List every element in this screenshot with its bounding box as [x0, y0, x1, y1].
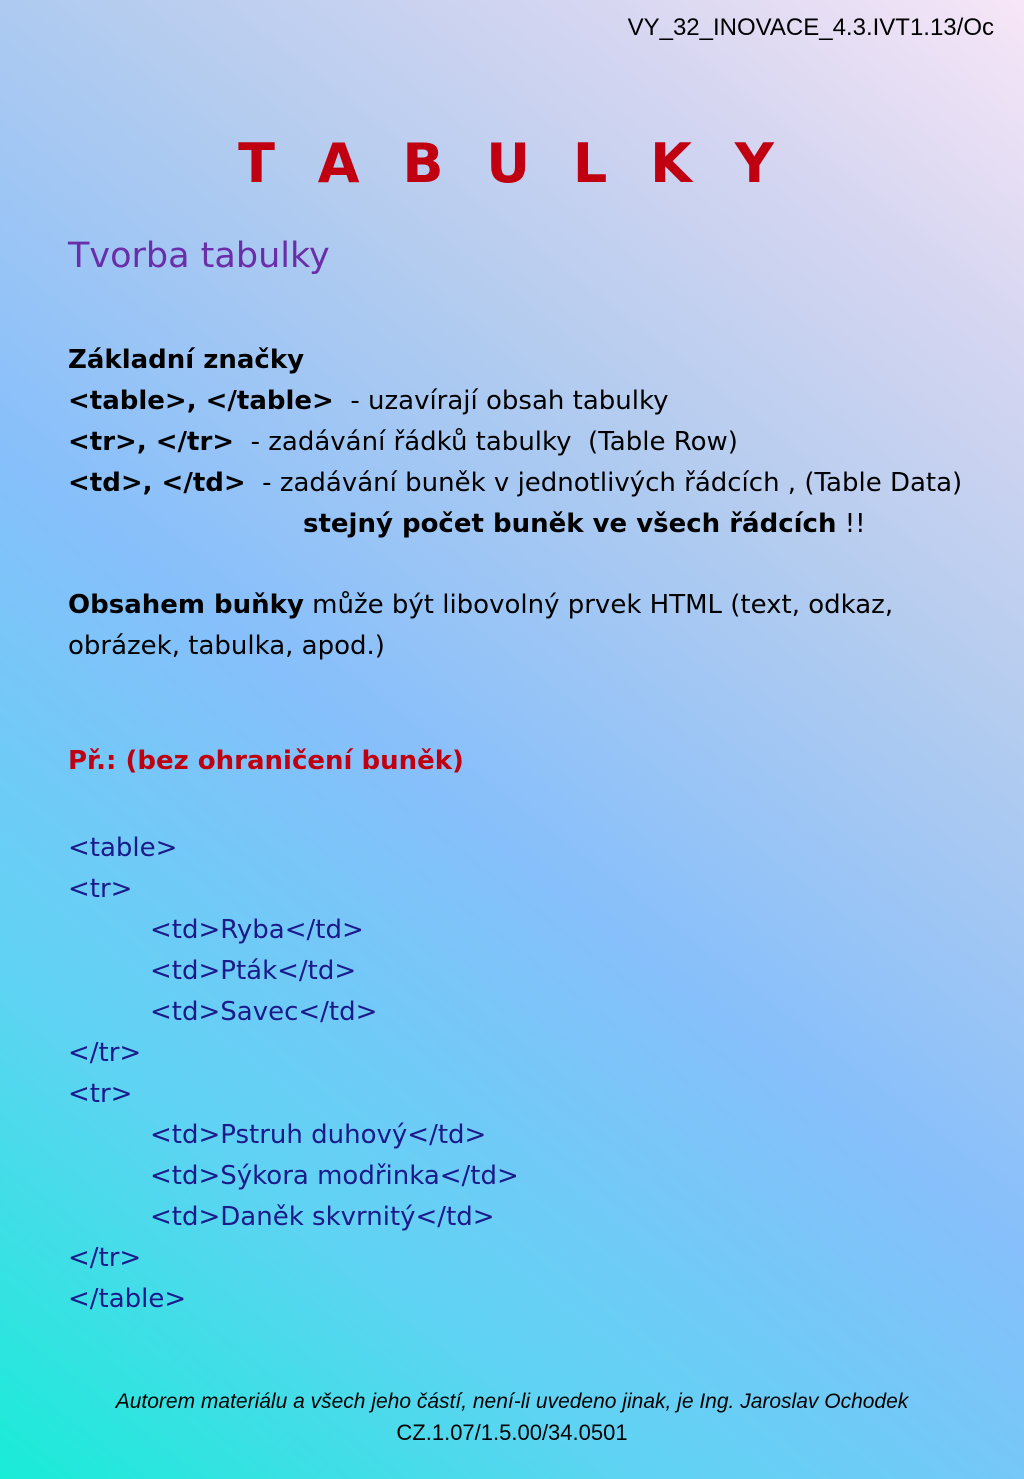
code-line: <td>Savec</td>	[150, 997, 378, 1027]
code-line: </tr>	[68, 1243, 142, 1273]
code-line: </table>	[68, 1284, 187, 1314]
example-label: Př.: (bez ohraničení buněk)	[68, 746, 464, 776]
code-line: <td>Ryba</td>	[150, 915, 364, 945]
page-title: T A B U L K Y	[238, 132, 786, 195]
document-code: VY_32_INOVACE_4.3.IVT1.13/Oc	[627, 14, 994, 41]
same-cell-count-note: stejný počet buněk ve všech řádcích !!	[303, 509, 866, 539]
code-line: <table>	[68, 833, 178, 863]
cell-content-paragraph: Obsahem buňky může být libovolný prvek HTML (text, odkaz, obrázek, tabulka, apod.)	[68, 590, 894, 661]
code-line: <td>Pták</td>	[150, 956, 357, 986]
section-subtitle: Tvorba tabulky	[68, 236, 330, 276]
basic-tags-heading: Základní značky	[68, 345, 305, 375]
basic-tags-block	[68, 340, 962, 545]
code-line: <tr>	[68, 1079, 133, 1109]
tag-row-table: <table>, </table> - uzavírají obsah tabulky	[68, 386, 669, 416]
tag-row-td: <td>, </td> - zadávání buněk v jednotlivých řádcích , (Table Data)	[68, 468, 963, 498]
code-line: <td>Daněk skvrnitý</td>	[150, 1202, 495, 1232]
code-line: <td>Sýkora modřinka</td>	[150, 1161, 519, 1191]
author-note: Autorem materiálu a všech jeho částí, není-li uvedeno jinak, je Ing. Jaroslav Ochodek	[115, 1390, 909, 1413]
project-code: CZ.1.07/1.5.00/34.0501	[396, 1420, 628, 1445]
cell-content-bold: Obsahem buňky	[68, 590, 304, 620]
tag-row-tr: <tr>, </tr> - zadávání řádků tabulky (Table Row)	[68, 427, 738, 457]
code-line: </tr>	[68, 1038, 142, 1068]
code-line: <td>Pstruh duhový</td>	[150, 1120, 487, 1150]
code-line: <tr>	[68, 874, 133, 904]
code-example	[68, 828, 519, 1320]
